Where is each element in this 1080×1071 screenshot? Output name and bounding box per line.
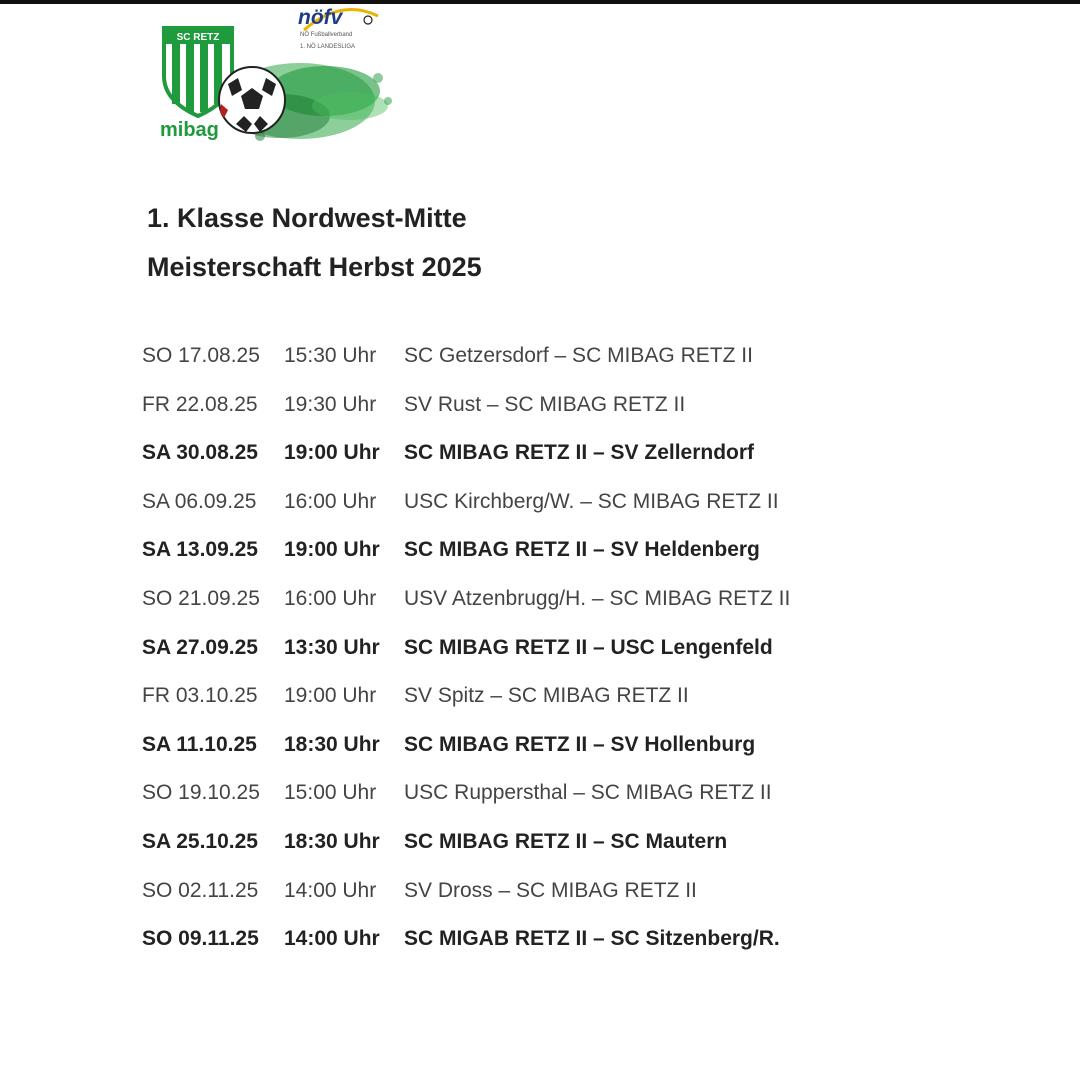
fixture-date: SO 21.09.25 [142, 587, 260, 610]
fixture-time: 18:30 Uhr [284, 830, 380, 853]
club-wordmark: mibag [160, 119, 219, 141]
fixture-match: USC Kirchberg/W. – SC MIBAG RETZ II [404, 489, 779, 513]
fixture-time: 19:00 Uhr [284, 538, 380, 562]
season-title: Meisterschaft Herbst 2025 [147, 252, 482, 282]
federation-wordmark: nöfv [298, 6, 343, 29]
fixture-match: SC MIGAB RETZ II – SC Sitzenberg/R. [404, 927, 780, 951]
fixture-time: 16:00 Uhr [284, 587, 377, 610]
fixture-time: 16:00 Uhr [284, 489, 377, 513]
fixture-match: USC Ruppersthal – SC MIBAG RETZ II [404, 781, 772, 805]
fixture-date: SO 19.10.25 [142, 781, 260, 805]
fixture-date: FR 22.08.25 [142, 392, 258, 416]
fixture-match: SC MIBAG RETZ II – SV Zellerndorf [404, 441, 755, 465]
fixture-match: SV Spitz – SC MIBAG RETZ II [404, 684, 689, 708]
federation-subline: NÖ Fußballverband [300, 32, 353, 38]
soccer-ball-icon [219, 67, 285, 133]
fixture-date: SA 06.09.25 [142, 489, 257, 513]
fixture-match: SC Getzersdorf – SC MIBAG RETZ II [404, 344, 753, 367]
league-title: 1. Klasse Nordwest-Mitte [147, 203, 467, 233]
club-shield-text: SC RETZ [176, 32, 220, 43]
fixture-time: 15:30 Uhr [284, 344, 377, 367]
fixture-match: SC MIBAG RETZ II – USC Lengenfeld [404, 635, 773, 659]
fixture-time: 19:00 Uhr [284, 684, 377, 708]
fixture-date: SA 11.10.25 [142, 732, 257, 756]
top-border [0, 0, 1080, 4]
federation-logo [296, 4, 386, 56]
federation-league: 1. NÖ LANDESLIGA [300, 44, 356, 50]
fixture-date: SA 30.08.25 [142, 441, 258, 465]
fixture-match: SC MIBAG RETZ II – SV Hollenburg [404, 732, 756, 756]
fixture-time: 19:00 Uhr [284, 441, 380, 465]
fixture-time: 15:00 Uhr [284, 781, 377, 805]
fixture-match: SC MIBAG RETZ II – SV Heldenberg [404, 538, 760, 562]
fixture-date: SO 09.11.25 [142, 927, 259, 951]
fixture-match: SV Rust – SC MIBAG RETZ II [404, 392, 686, 416]
fixture-date: SA 27.09.25 [142, 635, 258, 659]
fixture-match: USV Atzenbrugg/H. – SC MIBAG RETZ II [404, 587, 791, 610]
fixture-time: 18:30 Uhr [284, 732, 380, 756]
fixture-time: 13:30 Uhr [284, 635, 380, 659]
fixture-date: SO 02.11.25 [142, 878, 259, 902]
fixture-time: 19:30 Uhr [284, 392, 377, 416]
fixture-match: SC MIBAG RETZ II – SC Mautern [404, 830, 728, 853]
fixture-match: SV Dross – SC MIBAG RETZ II [404, 878, 697, 902]
fixture-time: 14:00 Uhr [284, 878, 377, 902]
fixture-date: FR 03.10.25 [142, 684, 258, 708]
fixture-date: SA 25.10.25 [142, 830, 258, 853]
fixture-date: SA 13.09.25 [142, 538, 258, 562]
fixture-date: SO 17.08.25 [142, 344, 260, 367]
fixture-time: 14:00 Uhr [284, 927, 380, 951]
